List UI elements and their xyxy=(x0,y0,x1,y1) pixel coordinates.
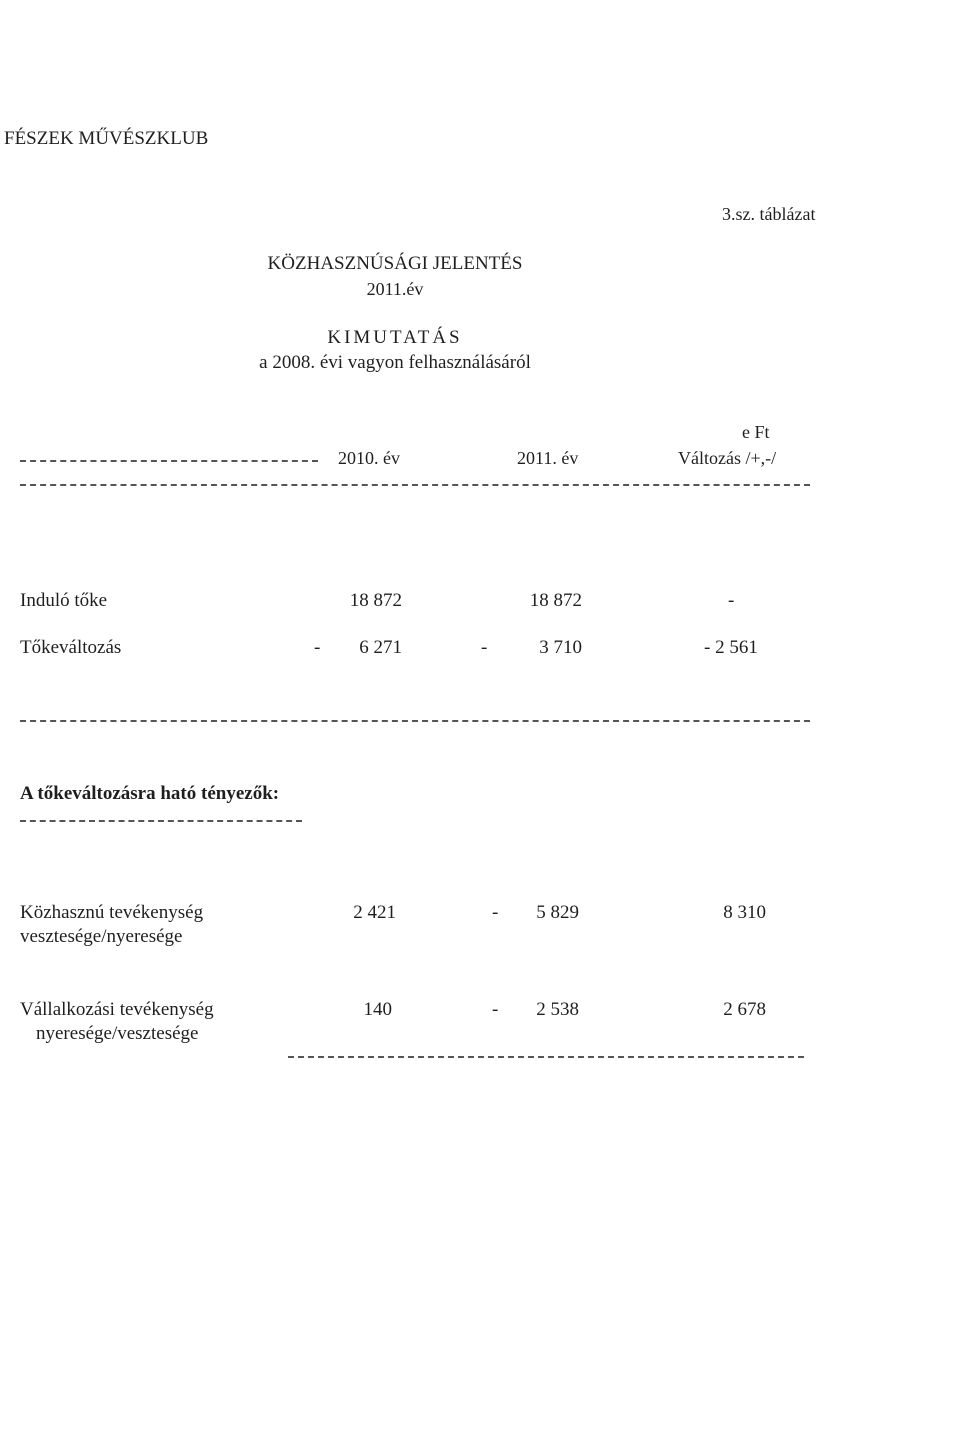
column-header-2010: 2010. év xyxy=(338,448,400,468)
row-label-tokevaltozas: Tőkeváltozás xyxy=(20,637,122,658)
row-tokevaltozas-change: - 2 561 xyxy=(704,637,758,658)
row-label-indulo-toke: Induló tőke xyxy=(20,590,108,611)
row-tokevaltozas-2010-sign: - xyxy=(314,637,321,658)
organization-name: FÉSZEK MŰVÉSZKLUB xyxy=(4,128,209,149)
factor-kozhasznu-2011-sign: - xyxy=(492,902,499,923)
report-title: KÖZHASZNÚSÁGI JELENTÉS xyxy=(267,253,523,274)
factor-label-vallalkozasi-line2: nyeresége/vesztesége xyxy=(36,1023,199,1044)
factor-vallalkozasi-2011: 2 538 xyxy=(536,999,579,1020)
factor-label-kozhasznu-line1: Közhasznú tevékenység xyxy=(20,902,204,923)
factors-heading-underline xyxy=(20,820,302,822)
factor-vallalkozasi-2011-sign: - xyxy=(492,999,499,1020)
factor-kozhasznu-change: 8 310 xyxy=(723,902,766,923)
column-header-change: Változás /+,-/ xyxy=(678,448,777,468)
factor-label-vallalkozasi-line1: Vállalkozási tevékenység xyxy=(20,999,214,1020)
row-indulo-toke-2011: 18 872 xyxy=(529,590,582,611)
statement-heading: KIMUTATÁS xyxy=(327,327,463,348)
header-divider xyxy=(20,484,810,486)
row-indulo-toke-change: - xyxy=(728,590,735,611)
factor-vallalkozasi-2010: 140 xyxy=(363,999,392,1020)
factor-vallalkozasi-change: 2 678 xyxy=(723,999,766,1020)
table-number: 3.sz. táblázat xyxy=(722,204,816,224)
table-divider xyxy=(20,720,810,722)
factor-kozhasznu-2010: 2 421 xyxy=(353,902,396,923)
row-indulo-toke-2010: 18 872 xyxy=(349,590,402,611)
unit-label: e Ft xyxy=(742,422,770,442)
factor-label-kozhasznu-line2: vesztesége/nyeresége xyxy=(20,926,183,947)
bottom-divider xyxy=(288,1056,804,1058)
factor-kozhasznu-2011: 5 829 xyxy=(536,902,579,923)
row-tokevaltozas-2011-sign: - xyxy=(481,637,488,658)
factors-heading: A tőkeváltozásra ható tényezők: xyxy=(20,783,280,804)
header-leader-dashes xyxy=(20,460,318,462)
row-tokevaltozas-2010: 6 271 xyxy=(359,637,402,658)
row-tokevaltozas-2011: 3 710 xyxy=(539,637,582,658)
report-year: 2011.év xyxy=(366,279,424,299)
statement-subtitle: a 2008. évi vagyon felhasználásáról xyxy=(259,352,531,373)
column-header-2011: 2011. év xyxy=(517,448,579,468)
